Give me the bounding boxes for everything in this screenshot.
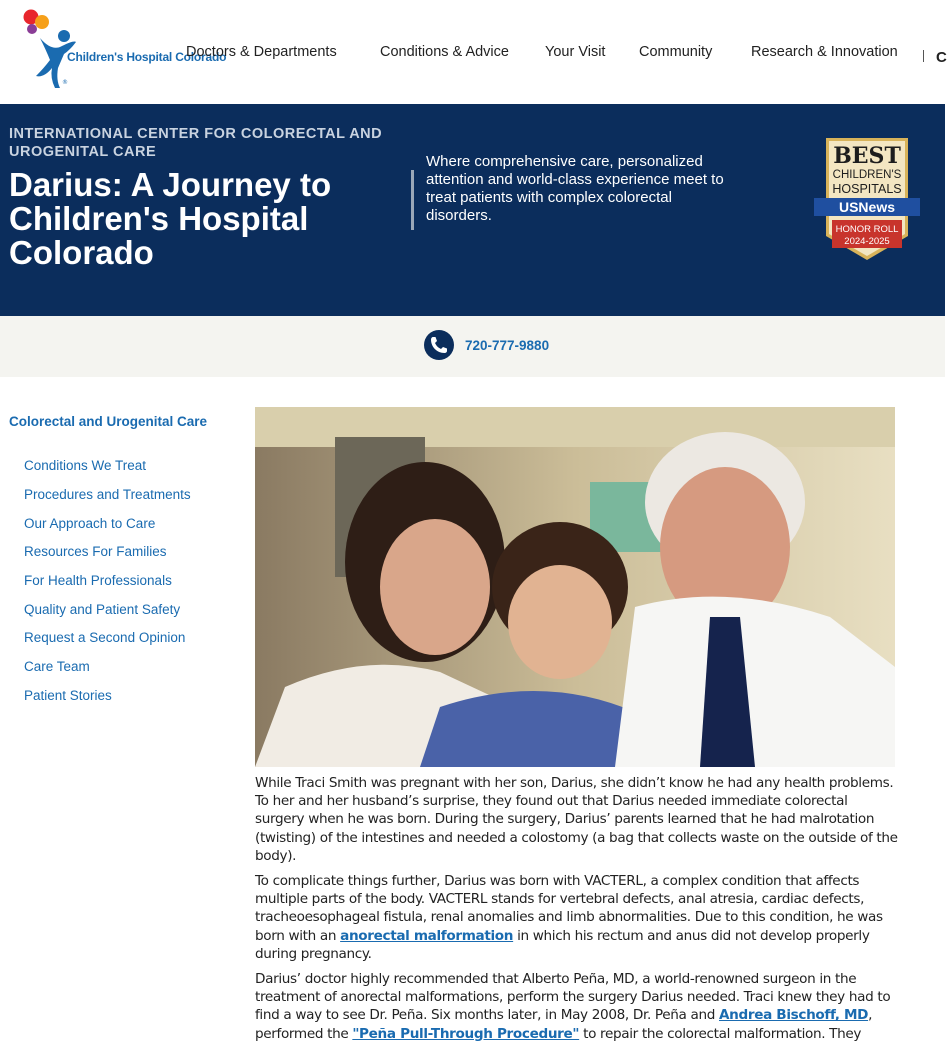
sidebar-item-resources[interactable]: Resources For Families — [24, 544, 167, 559]
article-paragraph-2 — [255, 872, 900, 963]
nav-conditions-advice[interactable]: Conditions & Advice — [380, 44, 509, 60]
hero-description: Where comprehensive care, personalized attention and world-class experience meet to treat patients with complex colorectal disorders. — [426, 153, 724, 224]
article-body — [255, 774, 900, 1050]
article-paragraph-3 — [255, 970, 900, 1043]
phone-bar — [0, 316, 945, 377]
pena-pull-through-link[interactable]: "Peña Pull-Through Procedure" — [352, 1025, 580, 1042]
sidebar-item-patient-stories[interactable]: Patient Stories — [24, 688, 112, 703]
badge-hospitals-text: HOSPITALS — [832, 182, 902, 196]
article-text: in which his rectum and anus did not develop properly during pregnancy. — [255, 927, 870, 962]
page-title: Darius: A Journey to Children's Hospital Colorado — [9, 166, 332, 271]
nav-your-visit[interactable]: Your Visit — [545, 44, 606, 60]
article-text: to repair the colorectal malformation. They — [579, 1025, 862, 1042]
sidebar-item-quality-safety[interactable]: Quality and Patient Safety — [24, 602, 181, 617]
hero-divider — [411, 170, 414, 230]
phone-icon — [424, 330, 454, 360]
nav-research-innovation[interactable]: Research & Innovation — [751, 44, 898, 60]
article-paragraph-1: While Traci Smith was pregnant with her son, Darius, she didn’t know he had any health problems. To her and her husband’s surprise, they found out that Darius needed immediate colorectal surgery when he was born. During the surgery, Darius’ parents learned that he had malrotation (twisting) of the intestines and needed a colostomy (a bag that collects waste on the outside of the body). — [255, 775, 898, 864]
badge-best-text: BEST — [833, 143, 901, 169]
anorectal-malformation-link[interactable]: anorectal malformation — [340, 927, 514, 944]
sidebar-item-conditions[interactable]: Conditions We Treat — [24, 458, 147, 473]
nav-divider — [923, 50, 924, 62]
logo-wordmark: Children's Hospital Colorado — [67, 50, 227, 64]
hero-eyebrow: INTERNATIONAL CENTER FOR COLORECTAL AND UROGENITAL CARE — [9, 126, 383, 160]
sidebar-item-procedures[interactable]: Procedures and Treatments — [24, 487, 191, 502]
andrea-bischoff-link[interactable]: Andrea Bischoff, MD — [719, 1007, 869, 1024]
us-news-badge — [812, 136, 922, 262]
badge-childrens-text: CHILDREN'S — [832, 169, 902, 181]
patient-photo — [255, 407, 895, 767]
sidebar-item-health-professionals[interactable]: For Health Professionals — [24, 573, 172, 588]
nav-community[interactable]: Community — [639, 44, 713, 60]
article-text: Darius’ doctor highly recommended that Alberto Peña, MD, a world-renowned surgeon in the treatment of anorectal malformations, perform the surgery Darius needed. Traci knew they had to find a way to see Dr. Peña. Six months later, in May 2008, Dr. Peña and — [255, 971, 891, 1024]
svg-text:®: ® — [62, 79, 68, 86]
nav-doctors-departments[interactable]: Doctors & Departments — [186, 44, 337, 60]
site-header — [0, 0, 945, 104]
badge-usnews-text: USNews — [838, 199, 896, 215]
sidebar-item-care-team[interactable]: Care Team — [24, 659, 90, 674]
sidebar-item-approach[interactable]: Our Approach to Care — [24, 516, 156, 531]
phone-number-link[interactable]: 720-777-9880 — [465, 338, 550, 353]
sidebar-title[interactable]: Colorectal and Urogenital Care — [9, 414, 208, 429]
badge-honor-roll-text: HONOR ROLL — [835, 224, 899, 235]
badge-years-text: 2024-2025 — [844, 236, 890, 247]
article-text: , performed the — [255, 1007, 873, 1042]
nav-overflow-item[interactable]: C — [936, 49, 947, 66]
hero-banner — [0, 104, 945, 316]
article-text: To complicate things further, Darius was born with VACTERL, a complex condition that affects multiple parts of the body. VACTERL stands for vertebral defects, anal atresia, cardiac defects, tracheoesophageal fistula, renal anomalies and limb abnormalities. Due to this condition, he was born with an — [255, 873, 883, 944]
sidebar-item-second-opinion[interactable]: Request a Second Opinion — [24, 630, 186, 645]
